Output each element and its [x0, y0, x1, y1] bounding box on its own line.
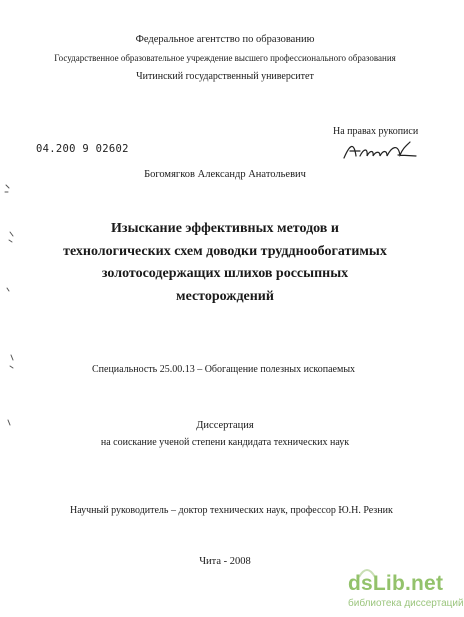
author-name: Богомягков Александр Анатольевич: [144, 169, 306, 180]
registration-number: 04.200 9 02602: [36, 143, 129, 155]
title-line: Изыскание эффективных методов и: [111, 221, 339, 236]
degree-line: на соискание ученой степени кандидата технических наук: [100, 437, 350, 448]
institution-line: Государственное образовательное учреждение высшего профессионального образования: [54, 53, 396, 63]
title-line: золотосодержащих шлихов россыпных: [101, 266, 349, 281]
rights-note: На правах рукописи: [333, 126, 419, 137]
watermark-logo: dsLib.net: [348, 572, 444, 595]
agency-line: Федеральное агентство по образованию: [135, 34, 315, 45]
document-type: Диссертация: [196, 420, 254, 431]
title-line: месторождений: [176, 288, 274, 304]
dslib-watermark: [348, 572, 464, 614]
title-line: технологических схем доводки трудднообогатимых: [63, 243, 387, 259]
university-line: Читинский государственный университет: [136, 71, 314, 82]
handwritten-signature: [340, 138, 420, 164]
advisor-line: Научный руководитель – доктор технических наук, профессор Ю.Н. Резник: [70, 505, 393, 516]
watermark-subtitle: библиотека диссертаций: [348, 598, 464, 609]
scan-margin-marks: [0, 170, 20, 470]
city-year: Чита - 2008: [199, 556, 251, 567]
dissertation-title: [60, 218, 390, 308]
specialty-line: Специальность 25.00.13 – Обогащение полезных ископаемых: [92, 364, 356, 375]
